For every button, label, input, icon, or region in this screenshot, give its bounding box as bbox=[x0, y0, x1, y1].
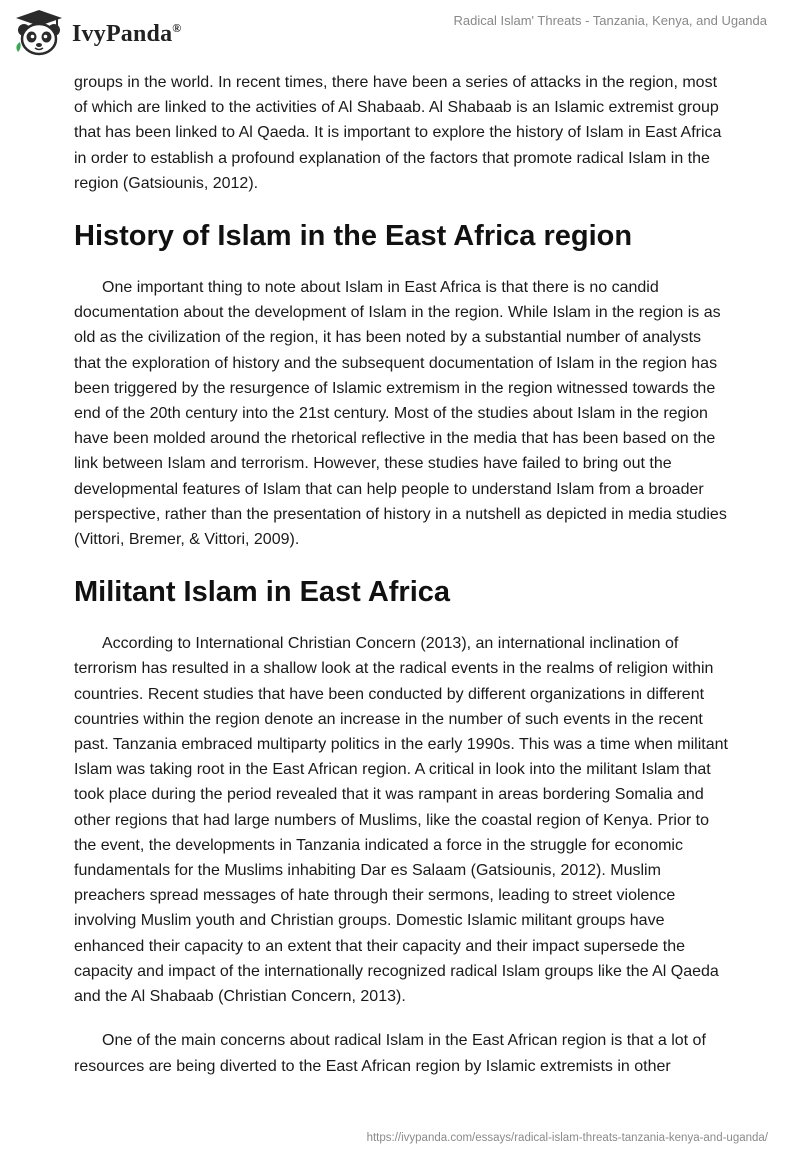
document-title: Radical Islam' Threats - Tanzania, Kenya, and Uganda bbox=[453, 13, 767, 28]
essay-body bbox=[74, 70, 730, 1079]
intro-paragraph: groups in the world. In recent times, there have been a series of attacks in the region, most of which are linked to the activities of Al Shabaab. Al Shabaab is an Islamic extremist group that has been linked to Al Qaeda. It is important to explore the history of Islam in East Africa in order to establish a profound explanation of the factors that promote radical Islam in the region (Gatsiounis, 2012). bbox=[74, 74, 722, 192]
militant-heading: Militant Islam in East Africa bbox=[74, 576, 451, 609]
page-header bbox=[0, 0, 800, 70]
militant-paragraph-1: According to International Christian Concern (2013), an international inclination of terrorism has resulted in a shallow look at the radical events in the realms of religion within countries. Recent studies that have been conducted by different organizations in different countries within the region denote an increase in the number of such events in the recent past. Tanzania embraced multiparty politics in the early 1990s. This was a time when militant Islam was taking root in the East African region. A critical in look into the militant Islam that took place during the period revealed that it was rampant in areas bordering Somalia and other regions that had large numbers of Muslims, like the coastal region of Kenya. Prior to the event, the developments in Tanzania indicated a force in the struggle for economic fundamentals for the Muslims inhabiting Dar es Salaam (Gatsiounis, 2012). Muslim preachers spread messages of hate through their sermons, leading to street violence involving Muslim youth and Christian groups. Domestic Islamic militant groups have enhanced their capacity to an extent that their capacity and their impact supersede the capacity and impact of the internationally recognized radical Islam groups like the Al Qaeda and the Al Shabaab (Christian Concern, 2013). bbox=[74, 635, 728, 1006]
ivypanda-logo[interactable] bbox=[12, 8, 181, 58]
source-url[interactable]: https://ivypanda.com/essays/radical-islam-threats-tanzania-kenya-and-uganda/ bbox=[366, 1132, 768, 1144]
history-paragraph: One important thing to note about Islam in East Africa is that there is no candid documentation about the development of Islam in the region. While Islam in the region is as old as the civilization of the region, it has been noted by a substantial number of analysts that the exploration of history and the subsequent documentation of Islam in the region has been triggered by the resurgence of Islamic extremism in the region witnessed towards the end of the 20th century into the 21st century. Most of the studies about Islam in the region have been molded around the rhetorical reflective in the media that has been based on the link between Islam and terrorism. However, these studies have failed to bring out the developmental features of Islam that can help people to understand Islam from a broader perspective, rather than the presentation of history in a nutshell as depicted in media studies (Vittori, Bremer, & Vittori, 2009). bbox=[74, 279, 727, 549]
militant-paragraph-2: One of the main concerns about radical Islam in the East African region is that a lot of resources are being diverted to the East African region by Islamic extremists in other bbox=[74, 1032, 706, 1075]
history-heading: History of Islam in the East Africa region bbox=[74, 220, 633, 253]
logo-wordmark: IvyPanda® bbox=[72, 20, 182, 47]
panda-graduation-cap-icon bbox=[12, 8, 66, 58]
